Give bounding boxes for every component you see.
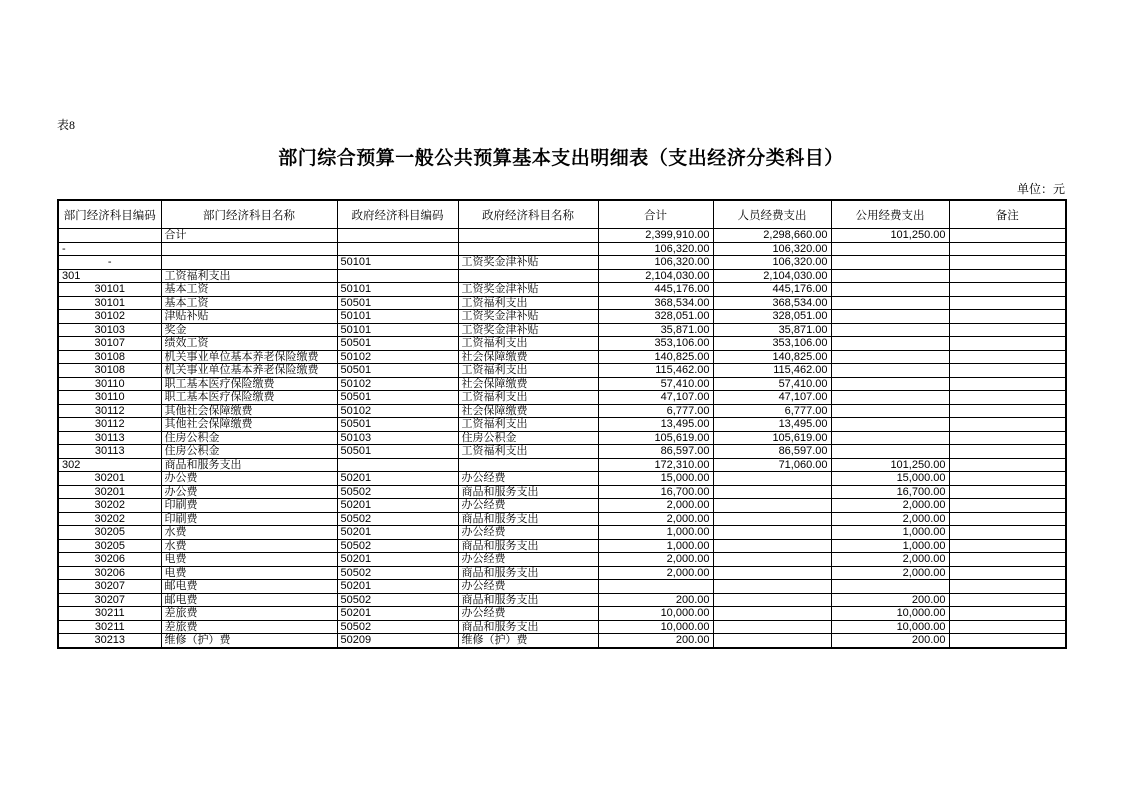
cell-gov-name: 社会保障缴费 — [458, 404, 598, 418]
cell-dept-code: 30207 — [58, 593, 161, 607]
cell-dept-name: 差旅费 — [161, 620, 337, 634]
cell-note — [949, 337, 1066, 351]
cell-dept-code: 30108 — [58, 364, 161, 378]
table-row — [58, 418, 1066, 432]
cell-gov-name: 社会保障缴费 — [458, 377, 598, 391]
cell-dept-code — [58, 229, 161, 243]
cell-gov-code — [337, 458, 458, 472]
cell-personnel: 105,619.00 — [713, 431, 831, 445]
cell-dept-code: 30112 — [58, 418, 161, 432]
column-header-personnel: 人员经费支出 — [713, 200, 831, 229]
cell-total: 368,534.00 — [598, 296, 713, 310]
cell-personnel — [713, 634, 831, 648]
cell-dept-name: 工资福利支出 — [161, 269, 337, 283]
cell-dept-name: 印刷费 — [161, 512, 337, 526]
cell-dept-name: 合计 — [161, 229, 337, 243]
cell-note — [949, 526, 1066, 540]
cell-dept-code: 30101 — [58, 283, 161, 297]
cell-personnel: 445,176.00 — [713, 283, 831, 297]
cell-dept-name: 奖金 — [161, 323, 337, 337]
table-body — [58, 229, 1066, 648]
cell-public — [831, 337, 949, 351]
table-row — [58, 593, 1066, 607]
cell-gov-code: 50201 — [337, 472, 458, 486]
cell-public: 1,000.00 — [831, 526, 949, 540]
cell-total: 1,000.00 — [598, 539, 713, 553]
cell-note — [949, 323, 1066, 337]
cell-dept-code: 30202 — [58, 512, 161, 526]
cell-gov-code: 50101 — [337, 256, 458, 270]
cell-gov-code: 50501 — [337, 445, 458, 459]
cell-gov-code: 50201 — [337, 526, 458, 540]
table-row — [58, 377, 1066, 391]
cell-gov-code: 50101 — [337, 323, 458, 337]
cell-gov-code: 50502 — [337, 566, 458, 580]
cell-personnel — [713, 472, 831, 486]
cell-note — [949, 512, 1066, 526]
cell-dept-code: 30112 — [58, 404, 161, 418]
table-row — [58, 256, 1066, 270]
cell-gov-name: 工资福利支出 — [458, 296, 598, 310]
cell-total: 106,320.00 — [598, 242, 713, 256]
cell-gov-name — [458, 458, 598, 472]
cell-personnel — [713, 593, 831, 607]
cell-gov-code: 50209 — [337, 634, 458, 648]
table-row — [58, 391, 1066, 405]
unit-label: 单位：元 — [1016, 182, 1065, 196]
cell-dept-name: 津贴补贴 — [161, 310, 337, 324]
cell-dept-code: 30211 — [58, 620, 161, 634]
table-row — [58, 553, 1066, 567]
cell-total: 140,825.00 — [598, 350, 713, 364]
table-row — [58, 512, 1066, 526]
table-row — [58, 485, 1066, 499]
cell-dept-code: 30205 — [58, 539, 161, 553]
cell-dept-code: - — [58, 256, 161, 270]
cell-dept-name: 基本工资 — [161, 296, 337, 310]
cell-public — [831, 391, 949, 405]
cell-dept-code: 30103 — [58, 323, 161, 337]
cell-note — [949, 499, 1066, 513]
cell-gov-code: 50502 — [337, 539, 458, 553]
cell-gov-code: 50501 — [337, 337, 458, 351]
cell-total: 10,000.00 — [598, 620, 713, 634]
cell-gov-code: 50502 — [337, 485, 458, 499]
cell-dept-name: 电费 — [161, 553, 337, 567]
cell-gov-code: 50501 — [337, 418, 458, 432]
cell-public — [831, 269, 949, 283]
column-header-note: 备注 — [949, 200, 1066, 229]
cell-dept-code: 30110 — [58, 391, 161, 405]
cell-personnel: 13,495.00 — [713, 418, 831, 432]
cell-gov-name: 维修（护）费 — [458, 634, 598, 648]
cell-total: 1,000.00 — [598, 526, 713, 540]
cell-public — [831, 296, 949, 310]
page-title: 部门综合预算一般公共预算基本支出明细表（支出经济分类科目） — [278, 148, 844, 169]
cell-note — [949, 634, 1066, 648]
cell-public — [831, 580, 949, 594]
cell-gov-code: 50501 — [337, 391, 458, 405]
cell-public: 2,000.00 — [831, 553, 949, 567]
cell-public: 2,000.00 — [831, 566, 949, 580]
table-row — [58, 607, 1066, 621]
cell-gov-name: 办公经费 — [458, 580, 598, 594]
cell-personnel: 115,462.00 — [713, 364, 831, 378]
cell-gov-code: 50101 — [337, 310, 458, 324]
cell-personnel: 86,597.00 — [713, 445, 831, 459]
cell-dept-code: 30107 — [58, 337, 161, 351]
sheet-number-label: 表8 — [57, 118, 76, 132]
cell-dept-code: 30201 — [58, 485, 161, 499]
table-row — [58, 445, 1066, 459]
table-row — [58, 323, 1066, 337]
cell-dept-code: 302 — [58, 458, 161, 472]
cell-dept-code: 30205 — [58, 526, 161, 540]
cell-personnel: 368,534.00 — [713, 296, 831, 310]
cell-total: 328,051.00 — [598, 310, 713, 324]
cell-dept-code: 30206 — [58, 566, 161, 580]
table-row — [58, 566, 1066, 580]
column-header-total: 合计 — [598, 200, 713, 229]
cell-total: 106,320.00 — [598, 256, 713, 270]
cell-total: 16,700.00 — [598, 485, 713, 499]
cell-dept-name: 邮电费 — [161, 580, 337, 594]
cell-dept-code: 30207 — [58, 580, 161, 594]
cell-total: 10,000.00 — [598, 607, 713, 621]
cell-gov-code: 50102 — [337, 377, 458, 391]
cell-note — [949, 283, 1066, 297]
table-row — [58, 634, 1066, 648]
cell-dept-code: 30110 — [58, 377, 161, 391]
cell-note — [949, 310, 1066, 324]
cell-gov-name — [458, 229, 598, 243]
cell-gov-name: 工资奖金津补贴 — [458, 310, 598, 324]
cell-gov-code: 50502 — [337, 593, 458, 607]
cell-gov-code: 50201 — [337, 580, 458, 594]
cell-dept-name: 其他社会保障缴费 — [161, 404, 337, 418]
table-row — [58, 364, 1066, 378]
cell-public — [831, 242, 949, 256]
cell-gov-name: 住房公积金 — [458, 431, 598, 445]
cell-note — [949, 364, 1066, 378]
cell-dept-code: 30102 — [58, 310, 161, 324]
cell-total: 353,106.00 — [598, 337, 713, 351]
cell-total: 15,000.00 — [598, 472, 713, 486]
cell-gov-name: 商品和服务支出 — [458, 485, 598, 499]
cell-dept-name: 水费 — [161, 539, 337, 553]
cell-personnel: 2,298,660.00 — [713, 229, 831, 243]
cell-public — [831, 431, 949, 445]
table-row — [58, 472, 1066, 486]
cell-total: 6,777.00 — [598, 404, 713, 418]
cell-personnel: 2,104,030.00 — [713, 269, 831, 283]
cell-public — [831, 445, 949, 459]
cell-personnel: 140,825.00 — [713, 350, 831, 364]
cell-gov-code: 50201 — [337, 499, 458, 513]
cell-total: 2,000.00 — [598, 499, 713, 513]
cell-personnel — [713, 512, 831, 526]
cell-total: 172,310.00 — [598, 458, 713, 472]
cell-dept-name: 办公费 — [161, 485, 337, 499]
cell-total: 200.00 — [598, 593, 713, 607]
cell-dept-name — [161, 242, 337, 256]
cell-dept-code: 30201 — [58, 472, 161, 486]
cell-dept-name: 办公费 — [161, 472, 337, 486]
cell-total: 86,597.00 — [598, 445, 713, 459]
cell-gov-code: 50501 — [337, 296, 458, 310]
cell-note — [949, 391, 1066, 405]
cell-dept-code: 30206 — [58, 553, 161, 567]
cell-gov-code: 50201 — [337, 607, 458, 621]
cell-dept-name: 绩效工资 — [161, 337, 337, 351]
cell-gov-code: 50502 — [337, 512, 458, 526]
table-row — [58, 296, 1066, 310]
cell-note — [949, 485, 1066, 499]
cell-dept-code: 30213 — [58, 634, 161, 648]
cell-note — [949, 620, 1066, 634]
cell-personnel — [713, 485, 831, 499]
cell-gov-code: 50501 — [337, 364, 458, 378]
cell-gov-name: 办公经费 — [458, 499, 598, 513]
cell-gov-code — [337, 269, 458, 283]
cell-dept-name: 住房公积金 — [161, 431, 337, 445]
cell-gov-code — [337, 229, 458, 243]
cell-total: 13,495.00 — [598, 418, 713, 432]
table-row — [58, 580, 1066, 594]
cell-note — [949, 553, 1066, 567]
cell-total: 445,176.00 — [598, 283, 713, 297]
table-row — [58, 283, 1066, 297]
cell-public — [831, 350, 949, 364]
cell-gov-name: 工资奖金津补贴 — [458, 323, 598, 337]
table-row — [58, 269, 1066, 283]
cell-personnel: 106,320.00 — [713, 242, 831, 256]
cell-gov-name: 办公经费 — [458, 472, 598, 486]
table-row — [58, 337, 1066, 351]
cell-public — [831, 256, 949, 270]
cell-note — [949, 566, 1066, 580]
cell-dept-name: 差旅费 — [161, 607, 337, 621]
cell-gov-name — [458, 269, 598, 283]
cell-total: 47,107.00 — [598, 391, 713, 405]
cell-public: 16,700.00 — [831, 485, 949, 499]
cell-gov-name: 工资福利支出 — [458, 418, 598, 432]
cell-personnel: 328,051.00 — [713, 310, 831, 324]
cell-public: 101,250.00 — [831, 229, 949, 243]
cell-gov-code: 50502 — [337, 620, 458, 634]
cell-dept-code: 30101 — [58, 296, 161, 310]
cell-note — [949, 607, 1066, 621]
cell-personnel: 35,871.00 — [713, 323, 831, 337]
cell-gov-code: 50102 — [337, 404, 458, 418]
cell-total: 2,000.00 — [598, 512, 713, 526]
table-row — [58, 620, 1066, 634]
cell-personnel: 71,060.00 — [713, 458, 831, 472]
cell-personnel — [713, 620, 831, 634]
cell-note — [949, 269, 1066, 283]
cell-public — [831, 418, 949, 432]
cell-dept-code: 30202 — [58, 499, 161, 513]
cell-gov-name: 商品和服务支出 — [458, 566, 598, 580]
cell-public: 15,000.00 — [831, 472, 949, 486]
cell-dept-name: 电费 — [161, 566, 337, 580]
cell-gov-name: 办公经费 — [458, 526, 598, 540]
cell-personnel — [713, 539, 831, 553]
cell-dept-name: 住房公积金 — [161, 445, 337, 459]
cell-dept-name: 其他社会保障缴费 — [161, 418, 337, 432]
cell-gov-name: 工资福利支出 — [458, 364, 598, 378]
cell-dept-code: 30113 — [58, 445, 161, 459]
table-row — [58, 404, 1066, 418]
cell-dept-name: 印刷费 — [161, 499, 337, 513]
cell-dept-code: 30108 — [58, 350, 161, 364]
cell-dept-name: 水费 — [161, 526, 337, 540]
cell-note — [949, 580, 1066, 594]
cell-gov-name: 工资福利支出 — [458, 337, 598, 351]
cell-public: 200.00 — [831, 593, 949, 607]
cell-note — [949, 229, 1066, 243]
cell-personnel — [713, 607, 831, 621]
table-row — [58, 431, 1066, 445]
cell-public — [831, 377, 949, 391]
column-header-gov-name: 政府经济科目名称 — [458, 200, 598, 229]
column-header-dept-name: 部门经济科目名称 — [161, 200, 337, 229]
cell-personnel: 47,107.00 — [713, 391, 831, 405]
table-row — [58, 229, 1066, 243]
cell-public: 2,000.00 — [831, 499, 949, 513]
cell-note — [949, 431, 1066, 445]
cell-total: 105,619.00 — [598, 431, 713, 445]
cell-personnel: 353,106.00 — [713, 337, 831, 351]
cell-public: 10,000.00 — [831, 620, 949, 634]
table-row — [58, 458, 1066, 472]
column-header-dept-code: 部门经济科目编码 — [58, 200, 161, 229]
table-row — [58, 310, 1066, 324]
cell-gov-code: 50103 — [337, 431, 458, 445]
table-row — [58, 242, 1066, 256]
cell-personnel — [713, 553, 831, 567]
cell-note — [949, 458, 1066, 472]
cell-note — [949, 377, 1066, 391]
cell-gov-code — [337, 242, 458, 256]
cell-dept-code: 30113 — [58, 431, 161, 445]
cell-note — [949, 296, 1066, 310]
cell-gov-code: 50101 — [337, 283, 458, 297]
cell-total: 2,104,030.00 — [598, 269, 713, 283]
cell-dept-name — [161, 256, 337, 270]
cell-total: 35,871.00 — [598, 323, 713, 337]
cell-public — [831, 310, 949, 324]
column-header-gov-code: 政府经济科目编码 — [337, 200, 458, 229]
cell-gov-code: 50102 — [337, 350, 458, 364]
cell-public — [831, 323, 949, 337]
table-row — [58, 539, 1066, 553]
cell-public: 200.00 — [831, 634, 949, 648]
table-row — [58, 526, 1066, 540]
cell-personnel — [713, 499, 831, 513]
cell-personnel — [713, 526, 831, 540]
cell-total: 2,399,910.00 — [598, 229, 713, 243]
cell-dept-code: - — [58, 242, 161, 256]
cell-note — [949, 242, 1066, 256]
cell-dept-name: 维修（护）费 — [161, 634, 337, 648]
cell-note — [949, 256, 1066, 270]
cell-dept-code: 301 — [58, 269, 161, 283]
cell-personnel: 6,777.00 — [713, 404, 831, 418]
cell-total: 2,000.00 — [598, 566, 713, 580]
cell-personnel — [713, 566, 831, 580]
cell-public: 2,000.00 — [831, 512, 949, 526]
cell-gov-name: 社会保障缴费 — [458, 350, 598, 364]
table-row — [58, 350, 1066, 364]
cell-total: 2,000.00 — [598, 553, 713, 567]
cell-gov-name: 商品和服务支出 — [458, 620, 598, 634]
cell-gov-name: 商品和服务支出 — [458, 593, 598, 607]
cell-dept-name: 机关事业单位基本养老保险缴费 — [161, 364, 337, 378]
cell-dept-name: 邮电费 — [161, 593, 337, 607]
cell-gov-name: 工资福利支出 — [458, 445, 598, 459]
cell-personnel: 57,410.00 — [713, 377, 831, 391]
budget-table — [57, 199, 1067, 649]
cell-gov-name: 工资奖金津补贴 — [458, 283, 598, 297]
cell-dept-name: 职工基本医疗保险缴费 — [161, 377, 337, 391]
cell-public — [831, 404, 949, 418]
table-row — [58, 499, 1066, 513]
cell-gov-name: 工资福利支出 — [458, 391, 598, 405]
cell-dept-name: 职工基本医疗保险缴费 — [161, 391, 337, 405]
cell-note — [949, 350, 1066, 364]
cell-public: 101,250.00 — [831, 458, 949, 472]
cell-personnel: 106,320.00 — [713, 256, 831, 270]
cell-note — [949, 539, 1066, 553]
cell-personnel — [713, 580, 831, 594]
cell-gov-name: 商品和服务支出 — [458, 539, 598, 553]
cell-total — [598, 580, 713, 594]
cell-gov-code: 50201 — [337, 553, 458, 567]
cell-dept-code: 30211 — [58, 607, 161, 621]
cell-gov-name — [458, 242, 598, 256]
cell-note — [949, 418, 1066, 432]
cell-note — [949, 445, 1066, 459]
cell-total: 200.00 — [598, 634, 713, 648]
cell-public: 10,000.00 — [831, 607, 949, 621]
cell-total: 115,462.00 — [598, 364, 713, 378]
cell-dept-name: 商品和服务支出 — [161, 458, 337, 472]
cell-note — [949, 472, 1066, 486]
column-header-public: 公用经费支出 — [831, 200, 949, 229]
cell-public — [831, 283, 949, 297]
cell-dept-name: 机关事业单位基本养老保险缴费 — [161, 350, 337, 364]
cell-total: 57,410.00 — [598, 377, 713, 391]
cell-public: 1,000.00 — [831, 539, 949, 553]
cell-gov-name: 办公经费 — [458, 553, 598, 567]
cell-dept-name: 基本工资 — [161, 283, 337, 297]
cell-note — [949, 404, 1066, 418]
cell-public — [831, 364, 949, 378]
header-row — [58, 200, 1066, 229]
cell-gov-name: 办公经费 — [458, 607, 598, 621]
cell-gov-name: 工资奖金津补贴 — [458, 256, 598, 270]
cell-note — [949, 593, 1066, 607]
cell-gov-name: 商品和服务支出 — [458, 512, 598, 526]
